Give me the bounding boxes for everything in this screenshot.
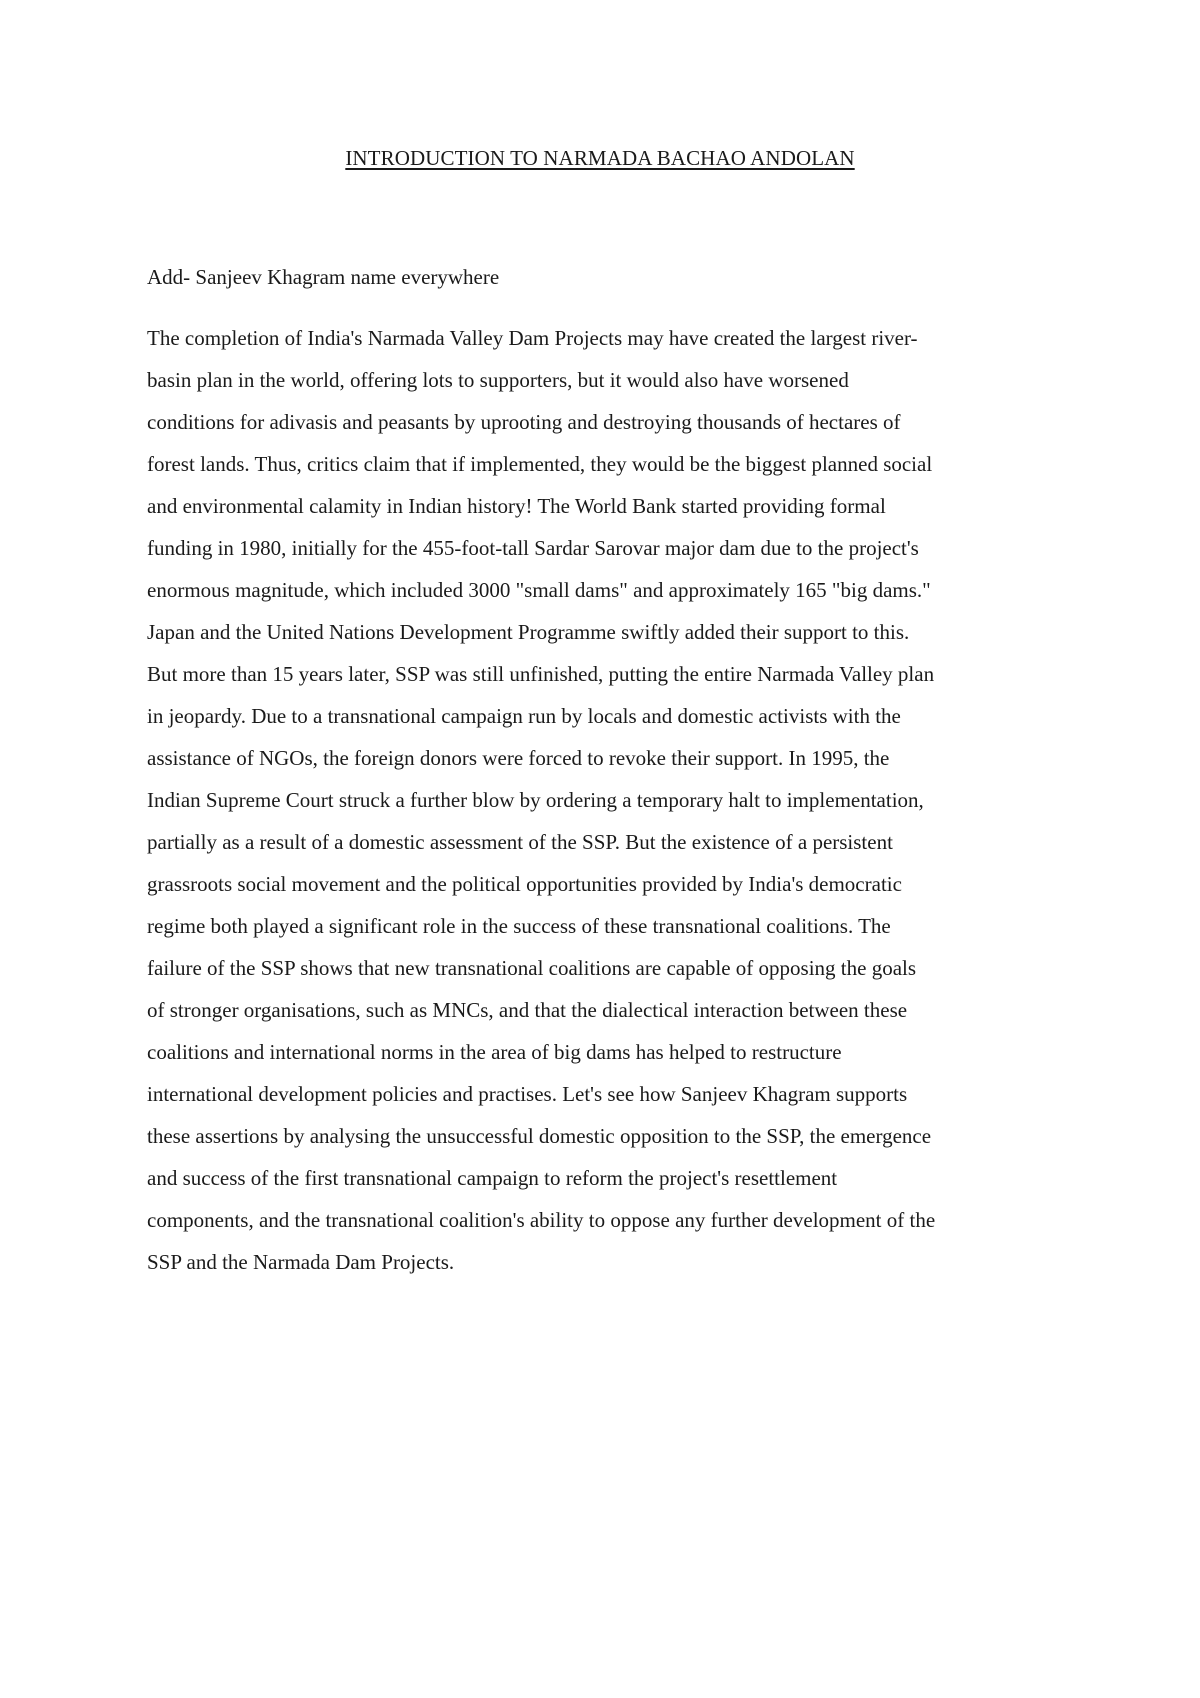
- page-title: INTRODUCTION TO NARMADA BACHAO ANDOLAN: [345, 146, 855, 170]
- paragraph-line: of stronger organisations, such as MNCs, and that the dialectical interaction between these: [147, 998, 908, 1022]
- paragraph-line: assistance of NGOs, the foreign donors were forced to revoke their support. In 1995, the: [147, 746, 890, 770]
- paragraph-line: grassroots social movement and the political opportunities provided by India's democratic: [147, 872, 902, 896]
- paragraph-line: forest lands. Thus, critics claim that if implemented, they would be the biggest planned social: [147, 452, 933, 476]
- paragraph-line: Indian Supreme Court struck a further blow by ordering a temporary halt to implementation,: [147, 788, 924, 812]
- paragraph-line: failure of the SSP shows that new transnational coalitions are capable of opposing the goals: [147, 956, 917, 980]
- paragraph-line: SSP and the Narmada Dam Projects.: [147, 1250, 455, 1274]
- paragraph-line: international development policies and practises. Let's see how Sanjeev Khagram supports: [147, 1082, 908, 1106]
- paragraph-line: these assertions by analysing the unsuccessful domestic opposition to the SSP, the emergence: [147, 1124, 932, 1148]
- paragraph-line: funding in 1980, initially for the 455-foot-tall Sardar Sarovar major dam due to the project's: [147, 536, 919, 560]
- paragraph-line: enormous magnitude, which included 3000 "small dams" and approximately 165 "big dams.": [147, 578, 931, 602]
- editor-note: Add- Sanjeev Khagram name everywhere: [147, 265, 500, 289]
- paragraph-line: and success of the first transnational campaign to reform the project's resettlement: [147, 1166, 838, 1190]
- paragraph-line: Japan and the United Nations Development Programme swiftly added their support to this.: [147, 620, 910, 644]
- paragraph-line: in jeopardy. Due to a transnational campaign run by locals and domestic activists with the: [147, 704, 901, 728]
- paragraph-line: basin plan in the world, offering lots to supporters, but it would also have worsened: [147, 368, 849, 392]
- paragraph-line: But more than 15 years later, SSP was still unfinished, putting the entire Narmada Valley plan: [147, 662, 935, 686]
- paragraph-line: coalitions and international norms in the area of big dams has helped to restructure: [147, 1040, 842, 1064]
- paragraph-line: partially as a result of a domestic assessment of the SSP. But the existence of a persistent: [147, 830, 893, 854]
- body-paragraph: [147, 317, 1067, 1283]
- paragraph-line: and environmental calamity in Indian history! The World Bank started providing formal: [147, 494, 886, 518]
- paragraph-line: conditions for adivasis and peasants by uprooting and destroying thousands of hectares of: [147, 410, 901, 434]
- paragraph-line: regime both played a significant role in the success of these transnational coalitions. The: [147, 914, 891, 938]
- paragraph-line: The completion of India's Narmada Valley Dam Projects may have created the largest river-: [147, 326, 918, 350]
- paragraph-line: components, and the transnational coalition's ability to oppose any further development of the: [147, 1208, 936, 1232]
